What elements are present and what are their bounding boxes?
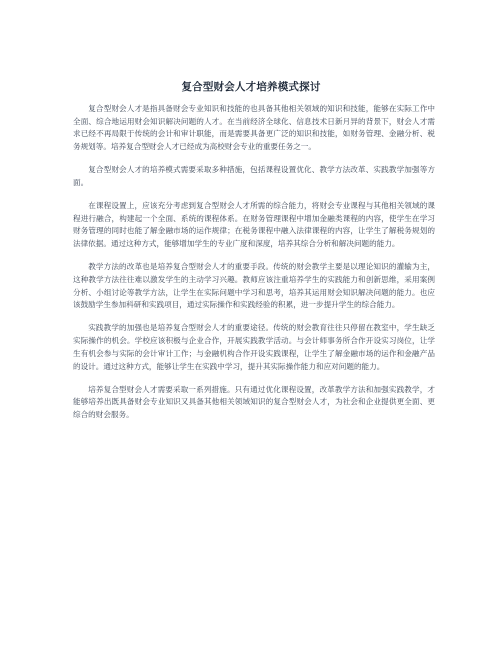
paragraph-6: 培养复合型财会人才需要采取一系列措施。只有通过优化课程设置，改革教学方法和加强实践教学，才能够培养出既具备财会专业知识又具备其他相关领域知识的复合型财会人才，为社会和企业提供更全面、更综合的财会服务。 [73,384,435,420]
paragraph-2: 复合型财会人才的培养模式需要采取多种措施，包括课程设置优化、教学方法改革、实践教学加强等方面。 [73,165,435,187]
paragraph-4: 教学方法的改革也是培养复合型财会人才的重要手段。传统的财会教学主要是以理论知识的灌输为主，这种教学方法往往难以激发学生的主动学习兴趣。教师应该注重培养学生的实践能力和创新思维，采用案例分析、小组讨论等教学方法，让学生在实际问题中学习和思考，培养其运用财会知识解决问题的能力。也应该鼓励学生参加科研和实践项目，通过实际操作和实践经验的积累，进一步提升学生的综合能力。 [73,262,435,310]
document-title: 复合型财会人才培养模式探讨 [181,81,321,93]
paragraph-5: 实践教学的加强也是培养复合型财会人才的重要途径。传统的财会教育往往只停留在教室中，学生缺乏实际操作的机会。学校应该积极与企业合作，开展实践教学活动。与会计师事务所合作开设实习岗位，让学生有机会参与实际的会计审计工作；与金融机构合作开设实践课程，让学生了解金融市场的运作和金融产品的设计。通过这种方式，能够让学生在实践中学习，提升其实际操作能力和应对问题的能力。 [73,323,435,371]
paragraph-1: 复合型财会人才是指具备财会专业知识和技能的也具备其他相关领域的知识和技能，能够在实际工作中全面、综合地运用财会知识解决问题的人才。在当前经济全球化、信息技术日新月异的背景下，财会人才需求已经不再局限于传统的会计和审计职能，而是需要具备更广泛的知识和技能，如财务管理、金融分析、税务规划等。培养复合型财会人才已经成为高校财会专业的重要任务之一。 [73,104,435,152]
paragraph-3: 在课程设置上，应该充分考虑到复合型财会人才所需的综合能力，将财会专业课程与其他相关领域的课程进行融合，构建起一个全面、系统的课程体系。在财务管理课程中增加金融类课程的内容，使学生在学习财务管理的同时也能了解金融市场的运作规律；在税务课程中融入法律课程的内容，让学生了解税务规划的法律依据。通过这种方式，能够增加学生的专业广度和深度，培养其综合分析和解决问题的能力。 [73,201,435,249]
document-body [73,103,435,432]
